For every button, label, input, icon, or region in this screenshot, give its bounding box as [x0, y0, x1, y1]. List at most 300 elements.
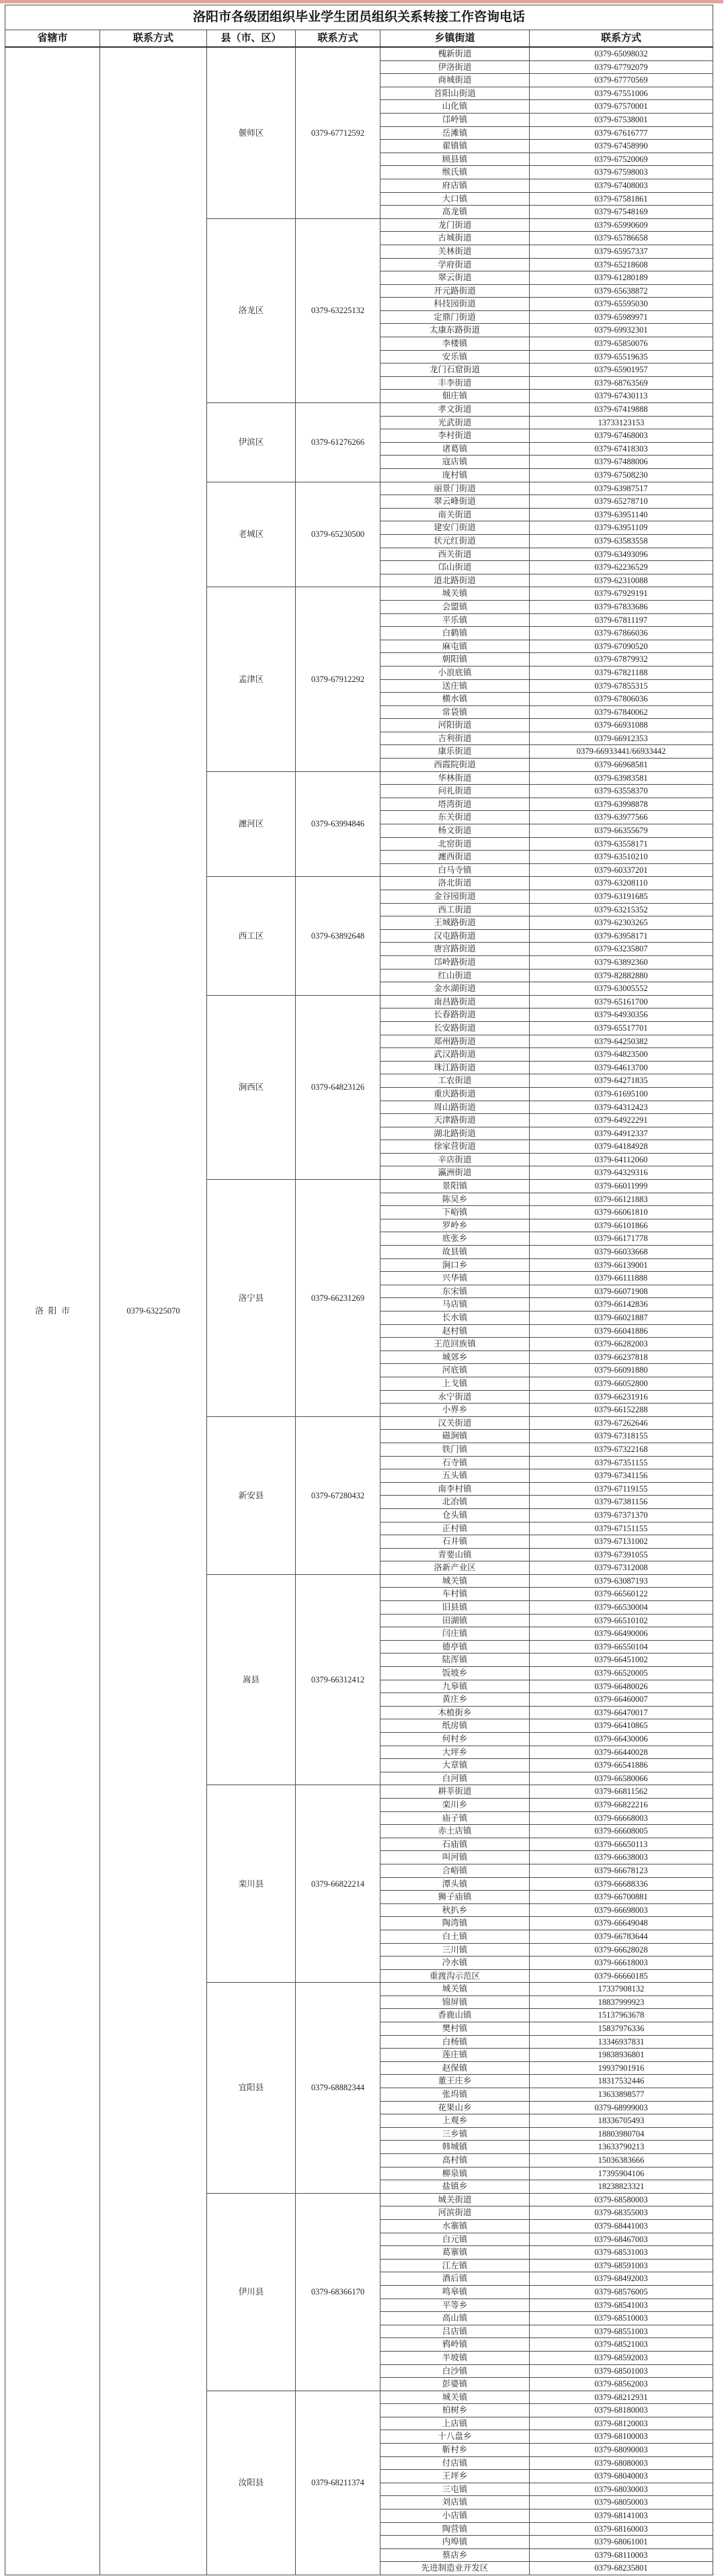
township-phone-cell: 0379-63087193 [530, 1574, 713, 1588]
township-phone-cell: 17337908132 [530, 1983, 713, 1996]
township-phone-cell: 0379-66071908 [530, 1285, 713, 1298]
col-header-county-contact: 联系方式 [296, 30, 380, 48]
township-phone-cell: 0379-68160003 [530, 2522, 713, 2536]
township-name-cell: 红山街道 [380, 969, 530, 982]
township-name-cell: 古城街道 [380, 232, 530, 245]
township-phone-cell: 15036383666 [530, 2154, 713, 2167]
township-name-cell: 唐宫路街道 [380, 943, 530, 956]
township-name-cell: 关林街道 [380, 245, 530, 258]
township-name-cell: 武汉路街道 [380, 1048, 530, 1062]
township-phone-cell: 0379-63005552 [530, 982, 713, 996]
township-phone-cell: 0379-67548169 [530, 206, 713, 219]
township-phone-cell: 0379-66628028 [530, 1943, 713, 1957]
township-name-cell: 送庄镇 [380, 679, 530, 693]
township-phone-cell: 0379-66282003 [530, 1338, 713, 1351]
township-phone-cell: 0379-67312008 [530, 1561, 713, 1575]
township-name-cell: 城关街道 [380, 2193, 530, 2206]
township-name-cell: 莲庄镇 [380, 2049, 530, 2062]
township-name-cell: 岳滩镇 [380, 126, 530, 140]
township-name-cell: 金水湖街道 [380, 982, 530, 996]
township-phone-cell: 0379-67371370 [530, 1508, 713, 1522]
township-phone-cell: 18317532446 [530, 2075, 713, 2088]
township-phone-cell: 0379-63510210 [530, 851, 713, 864]
township-phone-cell: 0379-66480026 [530, 1680, 713, 1693]
county-name-cell: 宜阳县 [207, 1983, 296, 2194]
township-phone-cell: 0379-66678123 [530, 1864, 713, 1877]
township-name-cell: 李楼镇 [380, 337, 530, 351]
township-name-cell: 底张乡 [380, 1232, 530, 1246]
township-name-cell: 石井镇 [380, 1535, 530, 1549]
township-name-cell: 磁涧镇 [380, 1430, 530, 1443]
township-name-cell: 城郊乡 [380, 1350, 530, 1364]
township-phone-cell: 0379-66530004 [530, 1601, 713, 1615]
township-phone-cell: 0379-66451002 [530, 1654, 713, 1667]
county-phone-cell: 0379-64823126 [296, 995, 380, 1179]
township-name-cell: 陈吴乡 [380, 1193, 530, 1206]
township-name-cell: 花果山乡 [380, 2101, 530, 2114]
township-name-cell: 丰李街道 [380, 376, 530, 390]
township-name-cell: 郑州路街道 [380, 1035, 530, 1048]
township-name-cell: 顾县镇 [380, 153, 530, 166]
township-phone-cell: 0379-68501003 [530, 2364, 713, 2378]
township-phone-cell: 0379-63998878 [530, 798, 713, 811]
township-name-cell: 山化镇 [380, 100, 530, 114]
township-phone-cell: 0379-66638003 [530, 1851, 713, 1864]
township-phone-cell: 19937901916 [530, 2061, 713, 2075]
township-name-cell: 大章镇 [380, 1759, 530, 1772]
township-name-cell: 涧口乡 [380, 1258, 530, 1272]
township-phone-cell: 0379-67418303 [530, 442, 713, 456]
county-name-cell: 汝阳县 [207, 2391, 296, 2575]
township-name-cell: 付店镇 [380, 2456, 530, 2470]
township-phone-cell: 18336705493 [530, 2114, 713, 2128]
township-phone-cell: 0379-65218608 [530, 258, 713, 271]
township-phone-cell: 0379-66649048 [530, 1917, 713, 1930]
col-header-township-contact: 联系方式 [530, 30, 713, 48]
township-name-cell: 河滨街道 [380, 2206, 530, 2220]
county-name-cell: 西工区 [207, 877, 296, 995]
township-name-cell: 冷水镇 [380, 1957, 530, 1970]
township-name-cell: 陆浑镇 [380, 1654, 530, 1667]
township-name-cell: 东宋镇 [380, 1285, 530, 1298]
county-phone-cell: 0379-68882344 [296, 1983, 380, 2194]
township-phone-cell: 0379-66912353 [530, 732, 713, 745]
township-name-cell: 三乡镇 [380, 2127, 530, 2141]
township-name-cell: 庙子镇 [380, 1811, 530, 1825]
township-phone-cell: 0379-68110003 [530, 2548, 713, 2562]
township-phone-cell: 0379-66811562 [530, 1785, 713, 1799]
township-name-cell: 柏树乡 [380, 2404, 530, 2417]
township-name-cell: 定鼎门街道 [380, 310, 530, 324]
township-phone-cell: 0379-67468003 [530, 429, 713, 443]
township-phone-cell: 0379-68521003 [530, 2338, 713, 2352]
township-phone-cell: 0379-66121883 [530, 1193, 713, 1206]
township-phone-cell: 0379-67262646 [530, 1416, 713, 1430]
township-name-cell: 石寺镇 [380, 1456, 530, 1469]
township-phone-cell: 0379-64930356 [530, 1008, 713, 1022]
township-phone-cell: 0379-64613700 [530, 1061, 713, 1074]
township-name-cell: 罗岭乡 [380, 1219, 530, 1232]
township-phone-cell: 0379-66061810 [530, 1206, 713, 1219]
township-phone-cell: 0379-66142836 [530, 1298, 713, 1312]
township-phone-cell: 0379-65278710 [530, 495, 713, 509]
table-row [5, 47, 713, 60]
township-phone-cell: 0379-68467003 [530, 2233, 713, 2246]
township-name-cell: 景阳镇 [380, 1180, 530, 1193]
township-phone-cell: 13633898577 [530, 2088, 713, 2102]
township-name-cell: 徐家营街道 [380, 1140, 530, 1154]
township-phone-cell: 0379-66650113 [530, 1838, 713, 1851]
township-name-cell: 樊村镇 [380, 2022, 530, 2036]
township-name-cell: 高村镇 [380, 2154, 530, 2167]
township-phone-cell: 0379-63977566 [530, 811, 713, 824]
township-phone-cell: 0379-63892360 [530, 955, 713, 969]
township-phone-cell: 0379-64184928 [530, 1140, 713, 1154]
township-name-cell: 重庆路街道 [380, 1087, 530, 1101]
township-phone-cell: 0379-66822216 [530, 1798, 713, 1811]
township-name-cell: 锦屏镇 [380, 1995, 530, 2009]
township-name-cell: 常袋镇 [380, 705, 530, 719]
county-name-cell: 栾川县 [207, 1785, 296, 1983]
township-phone-cell: 0379-66355679 [530, 824, 713, 838]
township-phone-cell: 0379-66933441/66933442 [530, 745, 713, 759]
township-name-cell: 叫河镇 [380, 1851, 530, 1864]
township-phone-cell: 0379-63493096 [530, 548, 713, 561]
township-name-cell: 小界乡 [380, 1404, 530, 1417]
township-phone-cell: 0379-66011999 [530, 1180, 713, 1193]
township-phone-cell: 0379-67458990 [530, 140, 713, 153]
township-name-cell: 吉利街道 [380, 732, 530, 745]
township-name-cell: 缑氏镇 [380, 166, 530, 179]
township-name-cell: 西霞院街道 [380, 759, 530, 772]
township-phone-cell: 0379-66608005 [530, 1825, 713, 1838]
township-phone-cell: 0379-65990609 [530, 218, 713, 232]
township-phone-cell: 0379-67616777 [530, 126, 713, 140]
township-name-cell: 朝阳镇 [380, 653, 530, 667]
township-phone-cell: 0379-65901957 [530, 363, 713, 377]
township-phone-cell: 19838936801 [530, 2049, 713, 2062]
township-name-cell: 工农街道 [380, 1074, 530, 1088]
township-name-cell: 翠云街道 [380, 271, 530, 285]
township-name-cell: 北窑街道 [380, 837, 530, 851]
township-name-cell: 赤土店镇 [380, 1825, 530, 1838]
township-name-cell: 问礼街道 [380, 785, 530, 798]
township-name-cell: 陶湾镇 [380, 1917, 530, 1930]
township-phone-cell: 0379-66052800 [530, 1377, 713, 1390]
township-name-cell: 王范回族镇 [380, 1338, 530, 1351]
county-phone-cell: 0379-68211374 [296, 2391, 380, 2575]
township-name-cell: 邙岭镇 [380, 113, 530, 126]
col-header-city-contact: 联系方式 [100, 30, 207, 48]
county-name-cell: 嵩县 [207, 1574, 296, 1785]
township-phone-cell: 0379-66510102 [530, 1614, 713, 1627]
township-phone-cell: 0379-68592003 [530, 2351, 713, 2364]
township-name-cell: 五头镇 [380, 1469, 530, 1483]
township-phone-cell: 0379-68562003 [530, 2378, 713, 2391]
township-phone-cell: 0379-66580066 [530, 1772, 713, 1785]
township-phone-cell: 0379-68212931 [530, 2391, 713, 2404]
township-phone-cell: 0379-66968581 [530, 759, 713, 772]
township-name-cell: 东关街道 [380, 811, 530, 824]
township-phone-cell: 18837999923 [530, 1995, 713, 2009]
township-phone-cell: 0379-68061001 [530, 2536, 713, 2549]
township-phone-cell: 0379-66410865 [530, 1719, 713, 1733]
township-phone-cell: 0379-65957337 [530, 245, 713, 258]
township-name-cell: 九皋镇 [380, 1680, 530, 1693]
county-phone-cell: 0379-67280432 [296, 1416, 380, 1574]
township-name-cell: 十八盘乡 [380, 2430, 530, 2444]
township-name-cell: 高龙镇 [380, 206, 530, 219]
township-phone-cell: 13633790213 [530, 2141, 713, 2154]
township-phone-cell: 0379-62303265 [530, 916, 713, 930]
township-phone-cell: 0379-64823500 [530, 1048, 713, 1062]
township-name-cell: 马店镇 [380, 1298, 530, 1312]
township-name-cell: 吕店镇 [380, 2325, 530, 2338]
township-phone-cell: 0379-66550104 [530, 1640, 713, 1654]
township-phone-cell: 0379-63235807 [530, 943, 713, 956]
township-name-cell: 河阳街道 [380, 719, 530, 732]
township-phone-cell: 0379-68551003 [530, 2325, 713, 2338]
township-name-cell: 三川镇 [380, 1943, 530, 1957]
township-name-cell: 首阳山街道 [380, 87, 530, 100]
township-phone-cell: 0379-64112060 [530, 1153, 713, 1166]
county-name-cell: 老城区 [207, 482, 296, 587]
township-name-cell: 柳泉镇 [380, 2167, 530, 2180]
township-phone-cell: 0379-68580003 [530, 2193, 713, 2206]
township-name-cell: 南关街道 [380, 508, 530, 521]
township-phone-cell: 0379-66171778 [530, 1232, 713, 1246]
township-name-cell: 德亭镇 [380, 1640, 530, 1654]
township-phone-cell: 0379-67408003 [530, 179, 713, 192]
township-phone-cell: 0379-65519635 [530, 350, 713, 363]
township-name-cell: 秋扒乡 [380, 1903, 530, 1917]
township-phone-cell: 0379-67792079 [530, 60, 713, 74]
township-phone-cell: 0379-67119155 [530, 1482, 713, 1496]
township-phone-cell: 0379-65517701 [530, 1021, 713, 1035]
township-name-cell: 鸣皋镇 [380, 2285, 530, 2299]
township-name-cell: 上戈镇 [380, 1377, 530, 1390]
township-name-cell: 城关镇 [380, 1983, 530, 1996]
township-phone-cell: 0379-65786658 [530, 232, 713, 245]
township-name-cell: 白鹤镇 [380, 627, 530, 640]
township-name-cell: 赵保镇 [380, 2061, 530, 2075]
township-phone-cell: 0379-60337201 [530, 863, 713, 877]
township-name-cell: 车村镇 [380, 1588, 530, 1601]
township-phone-cell: 13733123153 [530, 416, 713, 429]
township-name-cell: 潭头镇 [380, 1877, 530, 1891]
county-phone-cell: 0379-66822214 [296, 1785, 380, 1983]
township-phone-cell: 0379-67551006 [530, 87, 713, 100]
township-name-cell: 彭婆镇 [380, 2378, 530, 2391]
township-phone-cell: 0379-66490006 [530, 1627, 713, 1641]
township-name-cell: 塔湾街道 [380, 798, 530, 811]
township-name-cell: 白沙镇 [380, 2364, 530, 2378]
county-phone-cell: 0379-63892648 [296, 877, 380, 995]
township-phone-cell: 0379-65989971 [530, 310, 713, 324]
township-phone-cell: 0379-67488006 [530, 456, 713, 469]
township-phone-cell: 0379-61695100 [530, 1087, 713, 1101]
township-name-cell: 丽景门街道 [380, 482, 530, 495]
township-name-cell: 瀍西街道 [380, 851, 530, 864]
township-name-cell: 槐新街道 [380, 47, 530, 60]
township-phone-cell: 0379-67430113 [530, 390, 713, 403]
township-phone-cell: 0379-63558370 [530, 785, 713, 798]
township-phone-cell: 0379-66430006 [530, 1733, 713, 1746]
township-name-cell: 邙岭路街道 [380, 955, 530, 969]
township-phone-cell: 0379-67341156 [530, 1469, 713, 1483]
township-phone-cell: 0379-68531003 [530, 2246, 713, 2260]
township-name-cell: 鸦岭镇 [380, 2338, 530, 2352]
township-phone-cell: 0379-64912337 [530, 1127, 713, 1140]
county-name-cell: 偃师区 [207, 47, 296, 218]
township-name-cell: 华林街道 [380, 771, 530, 785]
township-phone-cell: 0379-68591003 [530, 2259, 713, 2272]
township-phone-cell: 0379-68080003 [530, 2456, 713, 2470]
township-name-cell: 科技园街道 [380, 298, 530, 311]
county-name-cell: 伊滨区 [207, 403, 296, 482]
township-phone-cell: 0379-67581861 [530, 192, 713, 206]
township-name-cell: 西工街道 [380, 903, 530, 916]
township-phone-cell: 0379-63958171 [530, 929, 713, 943]
township-name-cell: 白杨镇 [380, 2035, 530, 2049]
township-name-cell: 上观乡 [380, 2114, 530, 2128]
township-phone-cell: 0379-68510003 [530, 2312, 713, 2325]
township-name-cell: 董王庄乡 [380, 2075, 530, 2088]
township-name-cell: 三屯镇 [380, 2483, 530, 2496]
township-name-cell: 横水镇 [380, 693, 530, 706]
township-name-cell: 狮子庙镇 [380, 1891, 530, 1904]
township-phone-cell: 0379-62236529 [530, 561, 713, 574]
township-phone-cell: 0379-68492003 [530, 2272, 713, 2286]
township-phone-cell: 0379-62310088 [530, 574, 713, 587]
document-page [0, 3, 726, 2575]
township-phone-cell: 0379-67929191 [530, 587, 713, 601]
township-name-cell: 石庙镇 [380, 1838, 530, 1851]
township-name-cell: 靳村乡 [380, 2444, 530, 2457]
township-phone-cell: 0379-67806036 [530, 693, 713, 706]
township-phone-cell: 0379-64329316 [530, 1166, 713, 1180]
township-phone-cell: 0379-68355003 [530, 2206, 713, 2220]
township-name-cell: 西关街道 [380, 548, 530, 561]
township-phone-cell: 0379-63951140 [530, 508, 713, 521]
township-phone-cell: 0379-66041886 [530, 1324, 713, 1338]
township-name-cell: 学府街道 [380, 258, 530, 271]
township-name-cell: 金谷园街道 [380, 890, 530, 904]
township-phone-cell: 0379-66033668 [530, 1246, 713, 1259]
header-row [5, 30, 713, 48]
township-name-cell: 邙山街道 [380, 561, 530, 574]
county-phone-cell: 0379-66312412 [296, 1574, 380, 1785]
township-phone-cell: 0379-65098032 [530, 47, 713, 60]
township-phone-cell: 0379-63983581 [530, 771, 713, 785]
county-name-cell: 孟津区 [207, 587, 296, 771]
township-phone-cell: 0379-66541886 [530, 1759, 713, 1772]
township-name-cell: 蔡店乡 [380, 2548, 530, 2562]
county-name-cell: 涧西区 [207, 995, 296, 1179]
township-name-cell: 黄庄乡 [380, 1693, 530, 1707]
township-name-cell: 张坞镇 [380, 2088, 530, 2102]
township-name-cell: 大口镇 [380, 192, 530, 206]
township-phone-cell: 0379-67879932 [530, 653, 713, 667]
township-phone-cell: 0379-66698003 [530, 1903, 713, 1917]
township-name-cell: 庞村镇 [380, 469, 530, 482]
township-name-cell: 纸房镇 [380, 1719, 530, 1733]
township-phone-cell: 0379-63208110 [530, 877, 713, 890]
township-phone-cell: 0379-67855315 [530, 679, 713, 693]
township-phone-cell: 0379-63987517 [530, 482, 713, 495]
township-name-cell: 平乐镇 [380, 613, 530, 627]
township-phone-cell: 0379-68141003 [530, 2509, 713, 2523]
township-phone-cell: 0379-68235801 [530, 2562, 713, 2575]
township-name-cell: 小浪底镇 [380, 666, 530, 679]
township-name-cell: 王坪乡 [380, 2470, 530, 2483]
township-name-cell: 李村街道 [380, 429, 530, 443]
township-phone-cell: 0379-66152288 [530, 1404, 713, 1417]
county-phone-cell: 0379-63225132 [296, 218, 380, 402]
township-name-cell: 下峪镇 [380, 1206, 530, 1219]
county-phone-cell: 0379-65230500 [296, 482, 380, 587]
township-name-cell: 仓头镇 [380, 1508, 530, 1522]
township-phone-cell: 0379-66783644 [530, 1930, 713, 1943]
township-name-cell: 会盟镇 [380, 600, 530, 613]
township-name-cell: 合峪镇 [380, 1864, 530, 1877]
township-phone-cell: 0379-67151155 [530, 1522, 713, 1535]
city-name-cell: 洛阳市 [5, 47, 100, 2575]
township-name-cell: 城关镇 [380, 1574, 530, 1588]
township-phone-cell: 0379-66440028 [530, 1746, 713, 1759]
township-name-cell: 白元镇 [380, 2233, 530, 2246]
township-name-cell: 正村镇 [380, 1522, 530, 1535]
township-name-cell: 翠云峰街道 [380, 495, 530, 509]
township-name-cell: 赵村镇 [380, 1324, 530, 1338]
township-phone-cell: 0379-61280189 [530, 271, 713, 285]
township-name-cell: 葛寨镇 [380, 2246, 530, 2260]
township-name-cell: 寇店镇 [380, 456, 530, 469]
township-name-cell: 珠江路街道 [380, 1061, 530, 1074]
township-name-cell: 城关镇 [380, 587, 530, 601]
township-phone-cell: 0379-67508230 [530, 469, 713, 482]
city-phone-cell: 0379-63225070 [100, 47, 207, 2575]
township-phone-cell: 0379-68100003 [530, 2430, 713, 2444]
township-name-cell: 佃庄镇 [380, 390, 530, 403]
township-phone-cell: 0379-64922291 [530, 1114, 713, 1127]
township-phone-cell: 0379-67821188 [530, 666, 713, 679]
township-name-cell: 北冶镇 [380, 1496, 530, 1509]
county-name-cell: 洛龙区 [207, 218, 296, 402]
township-phone-cell: 0379-67538001 [530, 113, 713, 126]
township-phone-cell: 0379-64271835 [530, 1074, 713, 1088]
township-phone-cell: 13346937831 [530, 2035, 713, 2049]
township-phone-cell: 0379-66460007 [530, 1693, 713, 1707]
township-phone-cell: 0379-68576005 [530, 2285, 713, 2299]
township-phone-cell: 0379-67391055 [530, 1548, 713, 1561]
col-header-county: 县（市、区） [207, 30, 296, 48]
township-name-cell: 内埠镇 [380, 2536, 530, 2549]
township-phone-cell: 0379-68541003 [530, 2299, 713, 2312]
township-name-cell: 铁门镇 [380, 1443, 530, 1456]
county-name-cell: 伊川县 [207, 2193, 296, 2391]
township-phone-cell: 0379-67131002 [530, 1535, 713, 1549]
township-phone-cell: 18803980704 [530, 2127, 713, 2141]
township-name-cell: 龙门街道 [380, 218, 530, 232]
township-phone-cell: 0379-67419888 [530, 403, 713, 417]
township-name-cell: 周山路街道 [380, 1101, 530, 1114]
township-name-cell: 麻屯镇 [380, 640, 530, 653]
township-phone-cell: 0379-66560122 [530, 1588, 713, 1601]
township-name-cell: 半坡镇 [380, 2351, 530, 2364]
township-name-cell: 湖北路街道 [380, 1127, 530, 1140]
township-name-cell: 伊洛街道 [380, 60, 530, 74]
